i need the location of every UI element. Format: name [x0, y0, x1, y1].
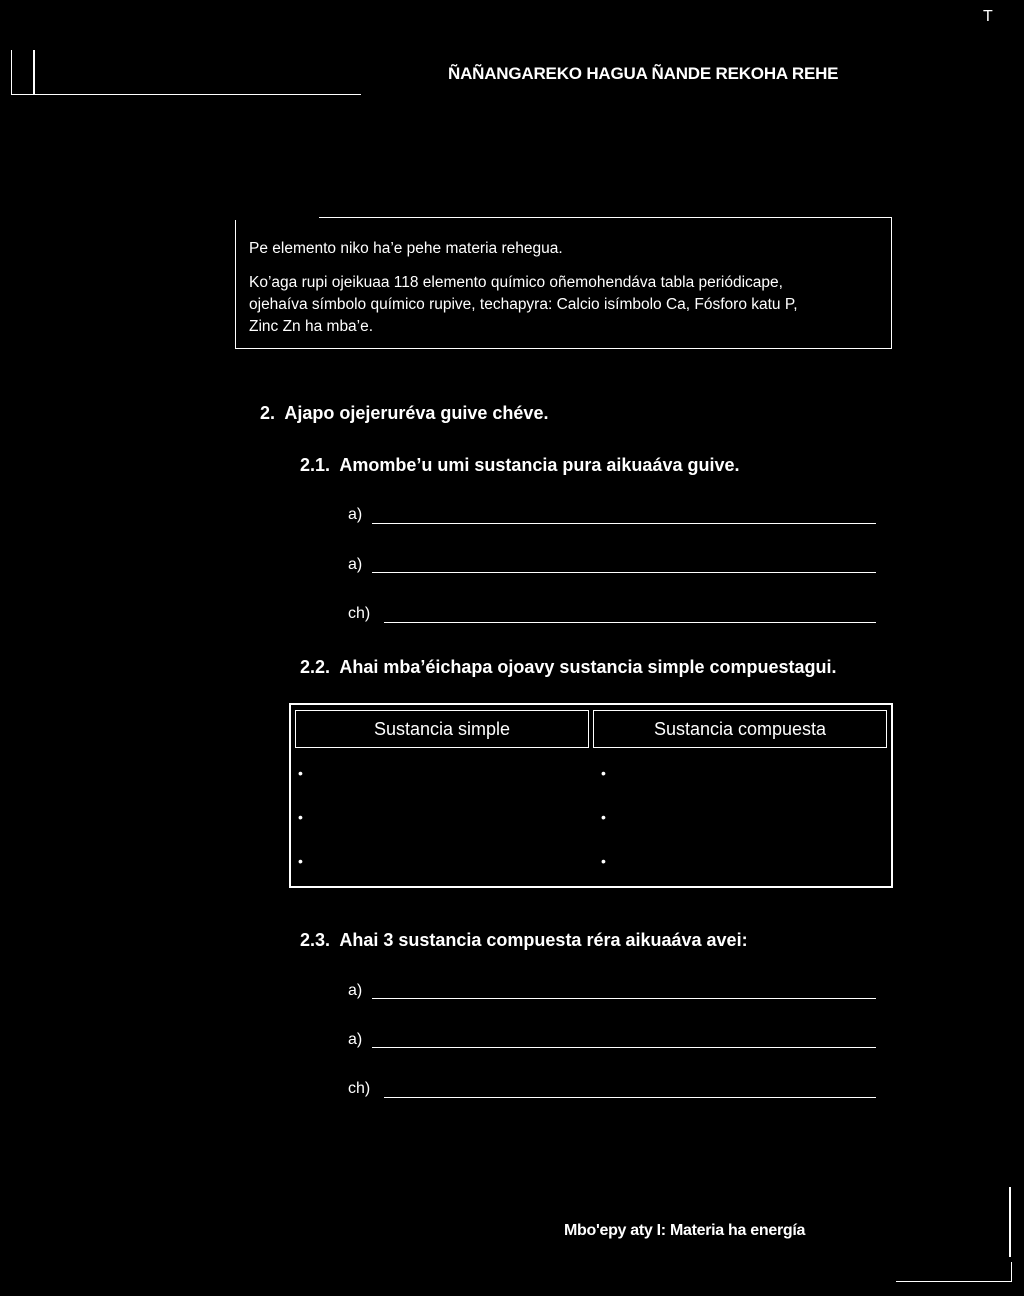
q1-answer-line-ch[interactable]	[384, 622, 876, 623]
bullet-simple-3: •	[298, 853, 303, 869]
question-2-3-heading: 2.3. Ahai 3 sustancia compuesta réra aikuaáva avei:	[300, 930, 748, 950]
q1-label-b: a)	[348, 556, 363, 573]
footer-underline	[896, 1281, 1012, 1282]
footer-right-rule	[1011, 1262, 1012, 1281]
info-line-1: Pe elemento niko ha’e pehe materia rehegua.	[249, 240, 563, 257]
question-2-1-heading: 2.1. Amombe’u umi sustancia pura aikuaáva guive.	[300, 455, 740, 475]
header-left-bar	[33, 50, 35, 95]
bullet-simple-2: •	[298, 809, 303, 825]
footer-unit-title: Mbo'epy aty I: Materia ha energía	[564, 1222, 806, 1239]
col-header-compuesta: Sustancia compuesta	[593, 710, 887, 748]
q1-answer-line-a[interactable]	[372, 523, 876, 524]
bullet-compuesta-3: •	[601, 853, 606, 869]
q3-label-a: a)	[348, 982, 363, 999]
header-underline	[11, 94, 361, 95]
info-box	[235, 217, 892, 349]
corner-mark: T	[983, 8, 993, 25]
footer-right-bar	[1009, 1187, 1011, 1257]
page-header-title: ÑAÑANGAREKO HAGUA ÑANDE REKOHA REHE	[448, 64, 839, 83]
q1-answer-line-b[interactable]	[372, 572, 876, 573]
q1-label-ch: ch)	[348, 605, 371, 622]
header-left-rule	[11, 50, 12, 94]
comparison-table	[289, 703, 893, 888]
question-2-2-heading: 2.2. Ahai mba’éichapa ojoavy sustancia simple compuestagui.	[300, 657, 837, 677]
info-line-2: Ko’aga rupi ojeikuaa 118 elemento químico oñemohendáva tabla periódicape,	[249, 274, 783, 291]
info-box-gap	[235, 216, 319, 220]
q3-answer-line-ch[interactable]	[384, 1097, 876, 1098]
q3-answer-line-b[interactable]	[372, 1047, 876, 1048]
q3-answer-line-a[interactable]	[372, 998, 876, 999]
col-header-simple: Sustancia simple	[295, 710, 589, 748]
bullet-simple-1: •	[298, 765, 303, 781]
q1-label-a: a)	[348, 506, 363, 523]
q3-label-b: a)	[348, 1031, 363, 1048]
info-line-4: Zinc Zn ha mba’e.	[249, 318, 374, 335]
section-2-heading: 2. Ajapo ojejeruréva guive chéve.	[260, 403, 549, 423]
info-line-3: ojehaíva símbolo químico rupive, techapyra: Calcio isímbolo Ca, Fósforo katu P,	[249, 296, 798, 313]
bullet-compuesta-2: •	[601, 809, 606, 825]
q3-label-ch: ch)	[348, 1080, 371, 1097]
bullet-compuesta-1: •	[601, 765, 606, 781]
